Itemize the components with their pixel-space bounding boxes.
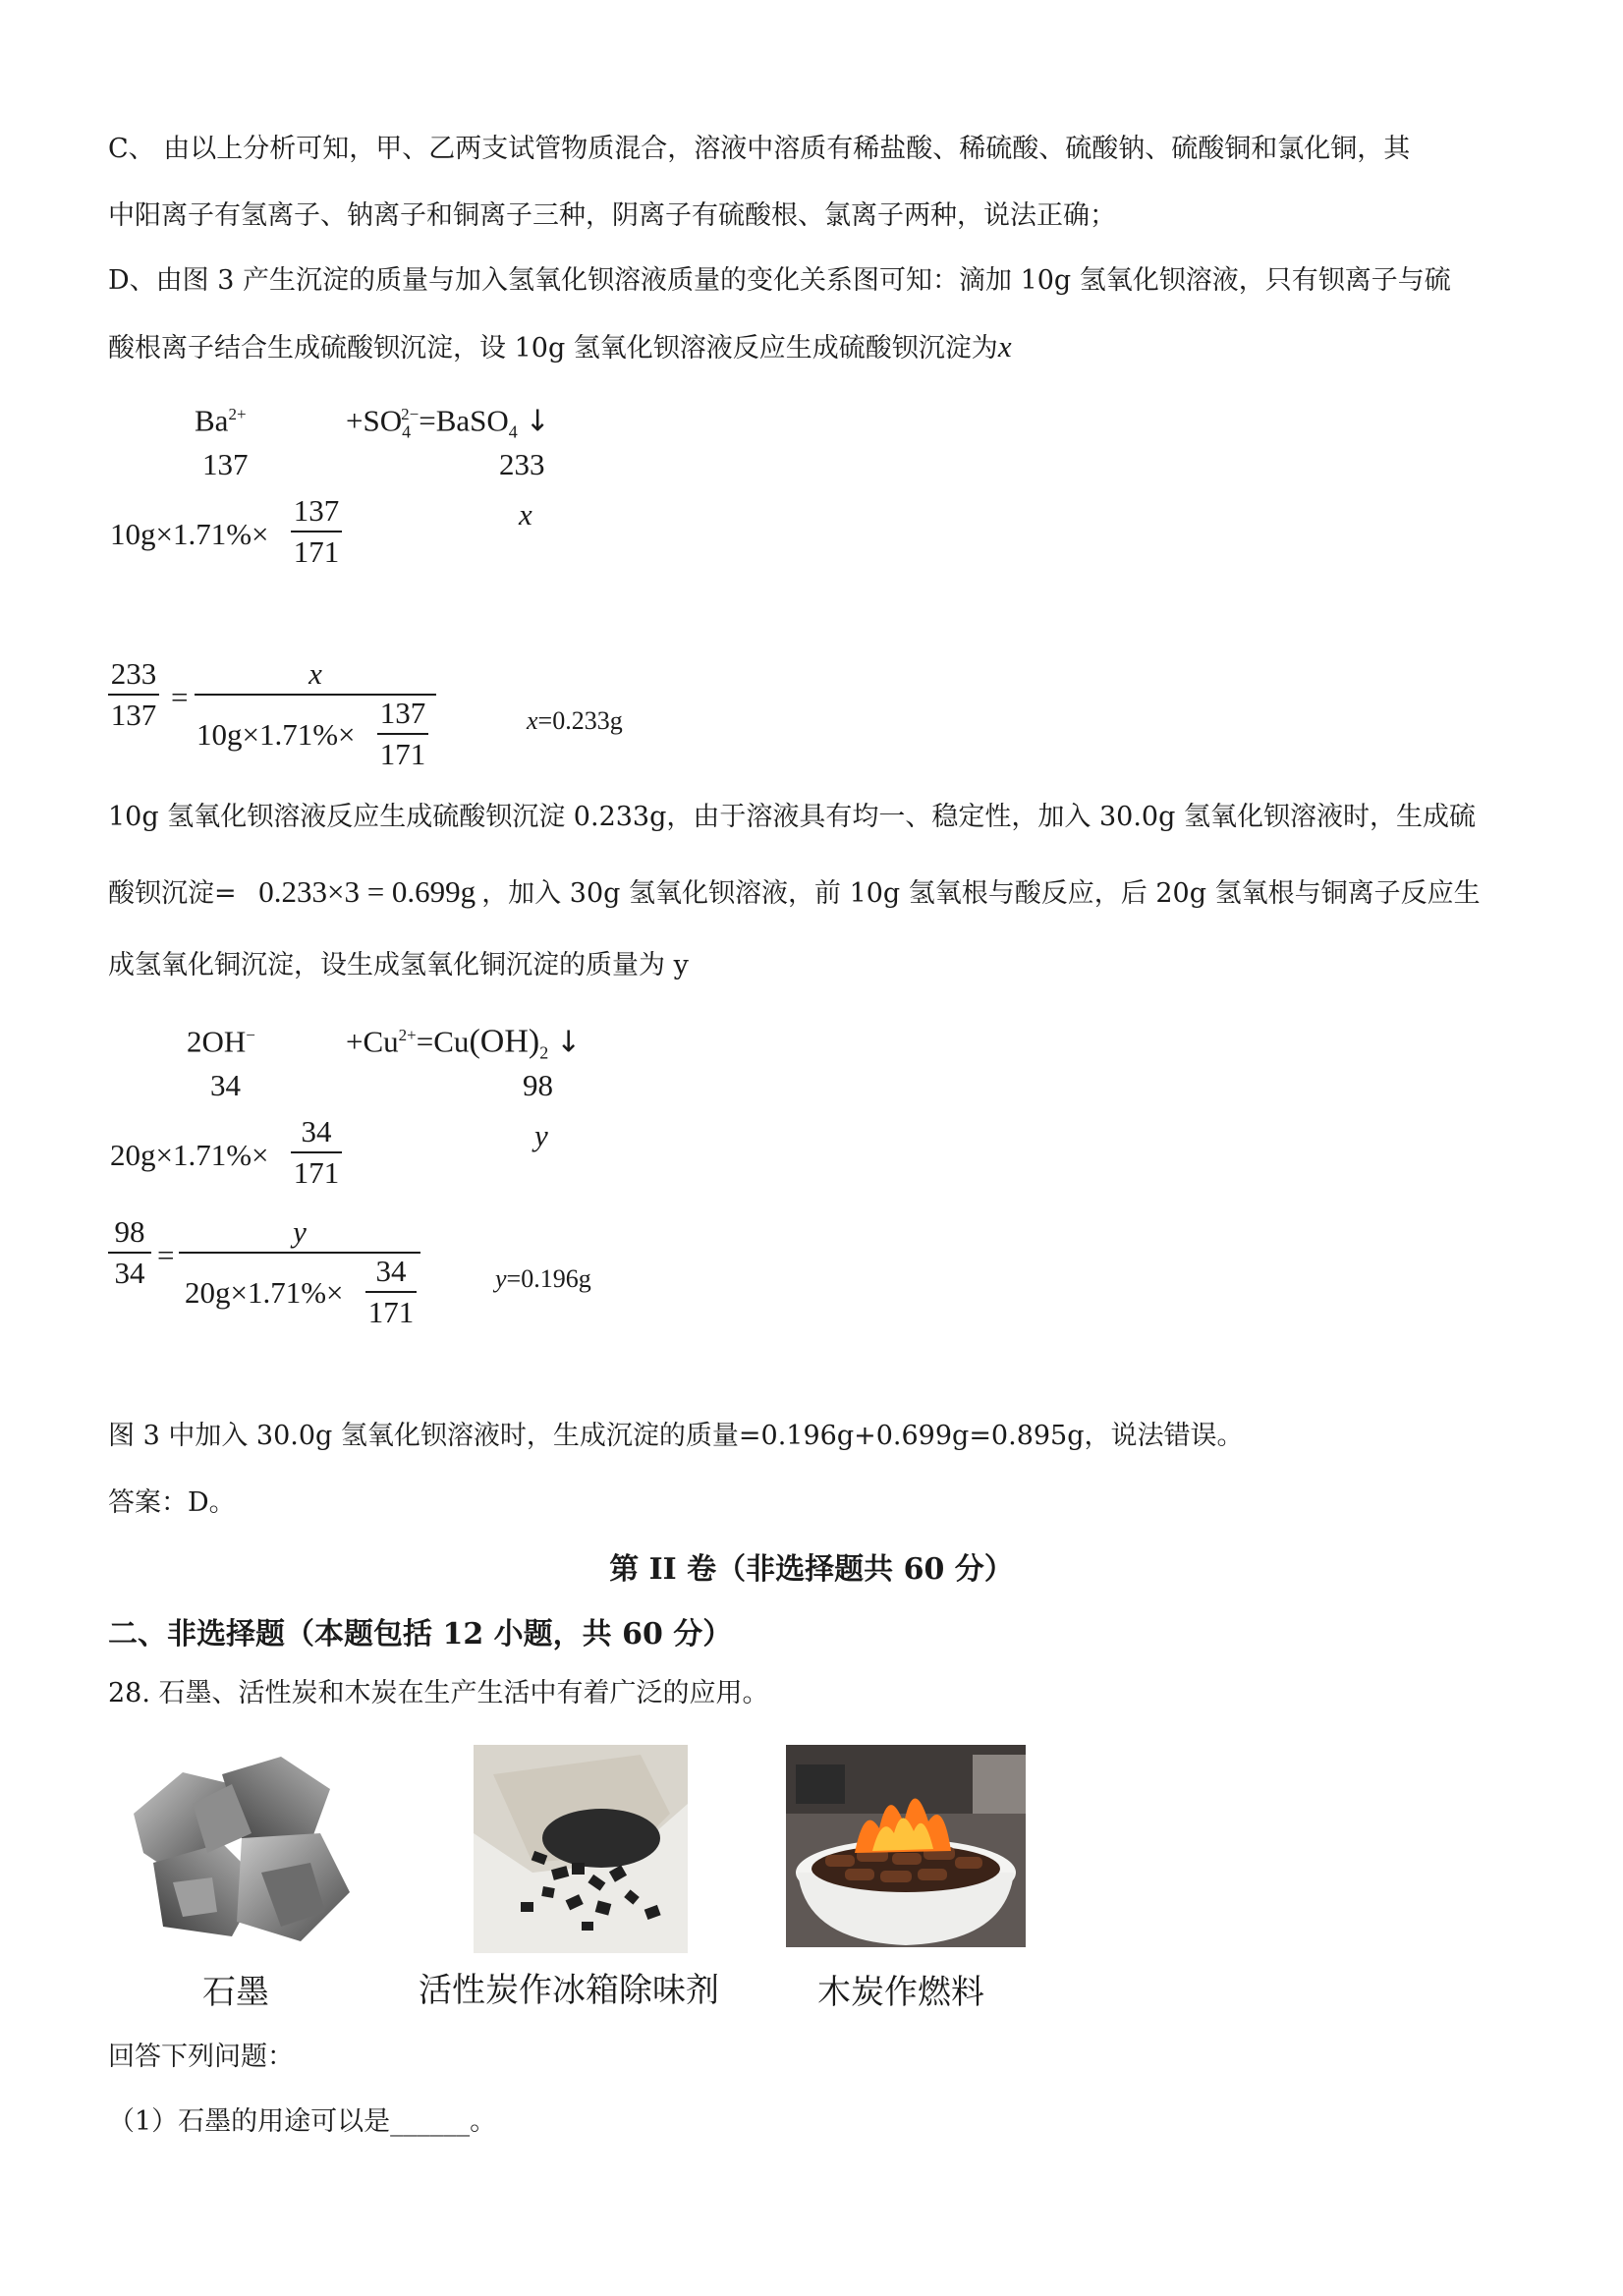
question-28: 28. 石墨、活性炭和木炭在生产生活中有着广泛的应用。 <box>108 1678 769 1708</box>
eq1-unknown: x <box>519 497 532 532</box>
prop1-right-fraction: x 10g×1.71%× 137 171 <box>195 656 436 774</box>
answer-line: 答案：D。 <box>108 1487 236 1518</box>
caption-activated-carbon: 活性炭作冰箱除味剂 <box>419 1971 719 2010</box>
charcoal-fuel-photo <box>786 1745 1026 1947</box>
variable-x: x <box>997 329 1012 364</box>
option-d-line-1: D、由图 3 产生沉淀的质量与加入氢氧化钡溶液质量的变化关系图可知：滴加 10g 氢氧化钡溶液，只有钡离子与硫 <box>108 265 1451 296</box>
prop1-equals: = <box>171 680 189 714</box>
section-title: 第 II 卷（非选择题共 60 分） <box>609 1552 1014 1587</box>
paragraph-2-line-2: 酸钡沉淀= 0.233×3 = 0.699g ，加入 30g 氢氧化钡溶液，前 10g 氢氧根与酸反应，后 20g 氢氧根与铜离子反应生 <box>108 874 1481 909</box>
eq2-reaction: $+Cu^{2+}=Cu(OH)_2$ ↓ <box>346 1023 582 1063</box>
prop2-equals: = <box>157 1238 175 1272</box>
prop2-result: y=0.196g <box>495 1264 591 1293</box>
caption-graphite: 石墨 <box>202 1973 269 2012</box>
baso4-total-calc: 0.233×3 = 0.699g <box>258 874 476 909</box>
option-c-line-2: 中阳离子有氢离子、钠离子和铜离子三种，阴离子有硫酸根、氯离子两种，说法正确； <box>108 200 1116 231</box>
prop2-right-fraction: y 20g×1.71%× 34 171 <box>179 1214 420 1332</box>
eq2-hydroxide-ion: 2OH− <box>187 1024 255 1059</box>
activated-carbon-photo <box>474 1745 688 1953</box>
eq1-barium-ion: $Ba^{2+}$ <box>195 403 247 438</box>
eq2-molar-mass-cuoh2: 98 <box>523 1068 553 1102</box>
figure-3-conclusion: 图 3 中加入 30.0g 氢氧化钡溶液时，生成沉淀的质量=0.196g+0.699g=0.895g，说法错误。 <box>108 1421 1244 1451</box>
eq2-given-fraction: 34 171 <box>291 1114 342 1191</box>
eq1-given-fraction: 137 171 <box>291 493 342 570</box>
eq2-unknown: y <box>534 1118 548 1152</box>
prop1-result: x=0.233g <box>527 706 623 735</box>
eq2-given-mass: 20g×1.71%× <box>110 1138 269 1172</box>
eq1-molar-mass-ba: 137 <box>202 447 249 481</box>
prop2-left-fraction: 98 34 <box>108 1214 151 1291</box>
part-2-title: 二、非选择题（本题包括 12 小题，共 60 分） <box>108 1617 733 1652</box>
answer-prompt: 回答下列问题： <box>108 2042 294 2072</box>
paragraph-2-line-1: 10g 氢氧化钡溶液反应生成硫酸钡沉淀 0.233g，由于溶液具有均一、稳定性，加入 30.0g 氢氧化钡溶液时，生成硫 <box>108 802 1476 832</box>
eq1-molar-mass-baso4: 233 <box>499 447 545 481</box>
eq1-reaction: $+SO_4^{2-}=BaSO_4$ ↓ <box>346 403 550 442</box>
graphite-photo <box>114 1745 364 1951</box>
option-d-line-2: 酸根离子结合生成硫酸钡沉淀，设 10g 氢氧化钡溶液反应生成硫酸钡沉淀为x <box>108 329 1012 364</box>
caption-charcoal-fuel: 木炭作燃料 <box>817 1973 984 2012</box>
option-c-line-1: C、 由以上分析可知，甲、乙两支试管物质混合，溶液中溶质有稀盐酸、稀硫酸、硫酸钠、硫酸铜和氯化铜，其 <box>108 134 1411 164</box>
eq2-molar-mass-oh: 34 <box>210 1068 241 1102</box>
eq1-given-mass: 10g×1.71%× <box>110 517 269 551</box>
prop1-left-fraction: 233 137 <box>108 656 159 733</box>
paragraph-2-line-3: 成氢氧化铜沉淀，设生成氢氧化铜沉淀的质量为 y <box>108 950 689 980</box>
question-28-1: （1）石墨的用途可以是______。 <box>108 2106 497 2137</box>
